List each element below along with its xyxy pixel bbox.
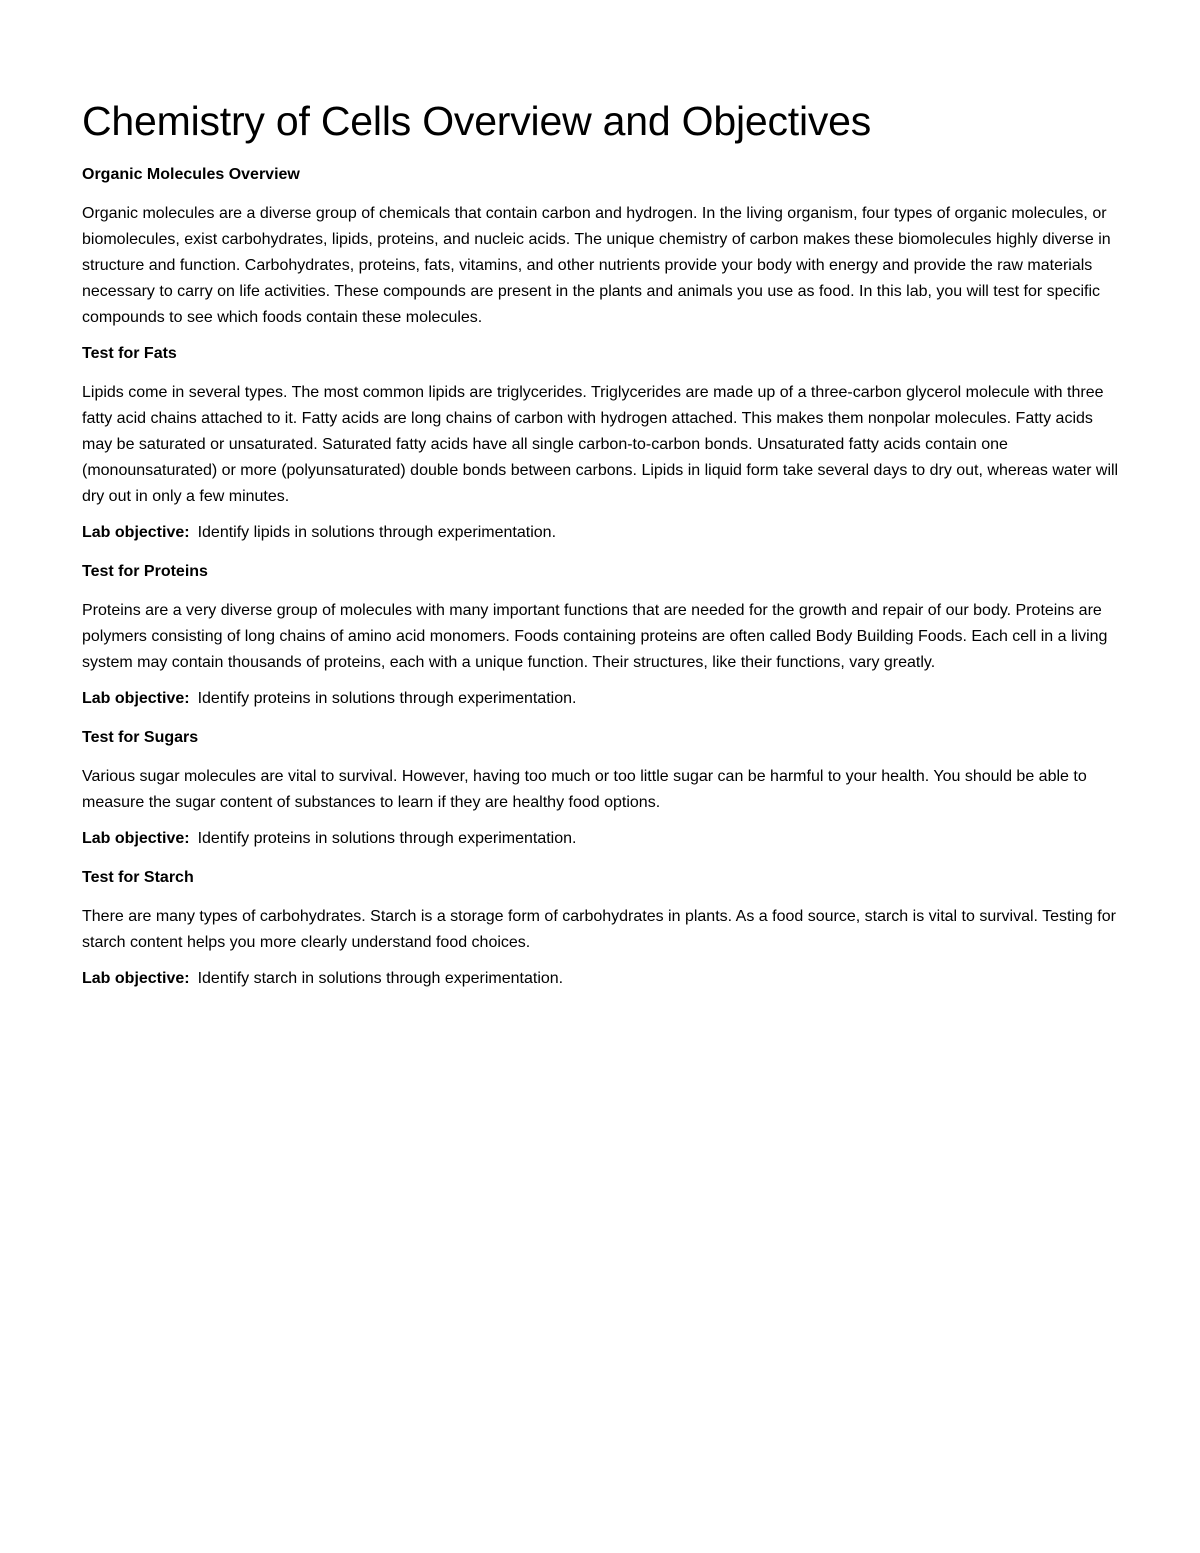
section-test-for-starch xyxy=(82,867,1122,990)
lab-objective-text: Identify proteins in solutions through experimentation. xyxy=(197,830,577,847)
lab-objective-label: Lab objective: xyxy=(82,524,190,541)
lab-objective-label: Lab objective: xyxy=(82,970,190,987)
section-heading: Organic Molecules Overview xyxy=(82,166,300,183)
lab-objective-text: Identify proteins in solutions through experimentation. xyxy=(197,690,577,707)
lab-objective xyxy=(82,968,1122,990)
section-body: Lipids come in several types. The most common lipids are triglycerides. Triglycerides are made up of a three-carbon glycerol molecule with three fatty acid chains attached to it. Fatty acids are long chains of carbon with hydrogen attached. This makes them nonpolar molecules. Fatty acids may be saturated or unsaturated. Saturated fatty acids have all single carbon-to-carbon bonds. Unsaturated fatty acids contain one (monounsaturated) or more (polyunsaturated) double bonds between carbons. Lipids in liquid form take several days to dry out, whereas water will dry out in only a few minutes. xyxy=(82,384,1119,505)
section-heading: Test for Sugars xyxy=(82,729,199,746)
lab-objective-label: Lab objective: xyxy=(82,830,190,847)
section-body: Various sugar molecules are vital to survival. However, having too much or too little sugar can be harmful to your health. You should be able to measure the sugar content of substances to learn if they are healthy food options. xyxy=(82,768,1087,811)
section-heading: Test for Proteins xyxy=(82,563,208,580)
section-test-for-proteins xyxy=(82,561,1122,710)
section-body: Organic molecules are a diverse group of chemicals that contain carbon and hydrogen. In the living organism, four types of organic molecules, or biomolecules, exist carbohydrates, lipids, proteins, and nucleic acids. The unique chemistry of carbon makes these biomolecules highly diverse in structure and function. Carbohydrates, proteins, fats, vitamins, and other nutrients provide your body with energy and provide the raw materials necessary to carry on life activities. These compounds are present in the plants and animals you use as food. In this lab, you will test for specific compounds to see which foods contain these molecules. xyxy=(82,205,1111,326)
lab-objective xyxy=(82,522,1122,544)
section-body: Proteins are a very diverse group of molecules with many important functions that are needed for the growth and repair of our body. Proteins are polymers consisting of long chains of amino acid monomers. Foods containing proteins are often called Body Building Foods. Each cell in a living system may contain thousands of proteins, each with a unique function. Their structures, like their functions, vary greatly. xyxy=(82,602,1108,671)
lab-objective-label: Lab objective: xyxy=(82,690,190,707)
section-heading: Test for Starch xyxy=(82,869,194,886)
section-heading: Test for Fats xyxy=(82,345,177,362)
section-body: There are many types of carbohydrates. Starch is a storage form of carbohydrates in plants. As a food source, starch is vital to survival. Testing for starch content helps you more clearly understand food choices. xyxy=(82,908,1116,951)
lab-objective-text: Identify lipids in solutions through experimentation. xyxy=(197,524,557,541)
document-page xyxy=(82,92,1122,1007)
lab-objective xyxy=(82,688,1122,710)
section-test-for-fats xyxy=(82,343,1122,544)
lab-objective-text: Identify starch in solutions through experimentation. xyxy=(197,970,564,987)
lab-objective xyxy=(82,828,1122,850)
section-test-for-sugars xyxy=(82,727,1122,850)
page-title: Chemistry of Cells Overview and Objectives xyxy=(82,98,872,144)
section-organic-molecules xyxy=(82,164,1122,331)
